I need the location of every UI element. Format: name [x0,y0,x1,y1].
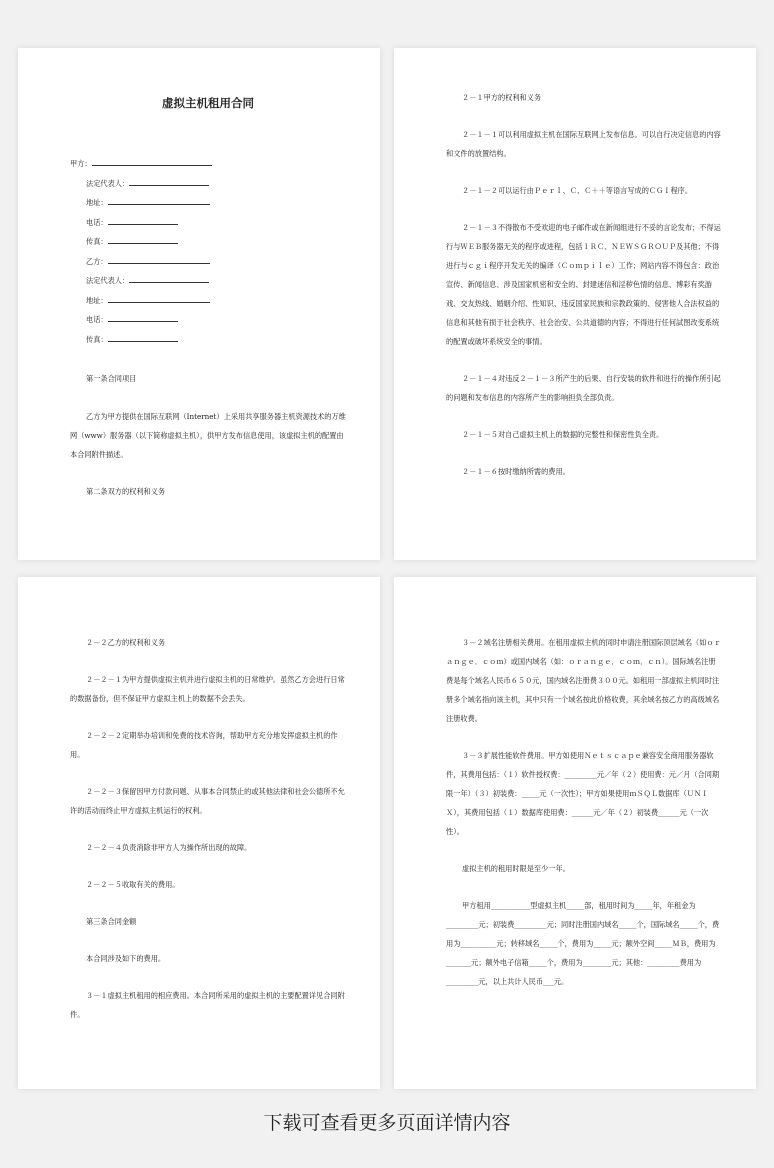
contract-paragraph: ２－２－５收取有关的费用。 [86,880,180,889]
party-fields [70,154,346,349]
contract-paragraph: ２－２－１为甲方提供虚拟主机并进行虚拟主机的日常维护。虽然乙方会进行日常的数据备份，但不保证甲方虚拟主机上的数据不会丢失。 [70,675,345,703]
party-field-label: 电话： [86,217,108,227]
party-field-label: 传真： [86,237,108,246]
page-2-content [446,88,722,481]
contract-page-3 [18,577,380,1089]
party-field-row [70,193,346,213]
fill-in-blank-line [92,158,212,166]
fill-in-blank-line [108,236,178,244]
party-field-label: 法定代表人： [86,178,130,188]
party-field-label: 甲方： [70,159,92,168]
party-field-label: 传真： [86,334,108,344]
party-field-label: 地址： [86,295,108,305]
fill-in-blank-line [108,217,178,225]
section-2-heading: 第二条双方的权利和义务 [86,486,166,496]
download-more-caption: 下载可查看更多页面详情内容 [263,1112,511,1134]
contract-paragraph: ２－１－３不得散布不受欢迎的电子邮件或在新闻组进行不妥的言论发布；不得运行与ＷＥＢ服务器无关的程序或进程，包括ＩＲＣ、ＮＥＷＳＧＲＯＵＰ及其他；不得进行与ｃｇｉ程序开发无关的编译（Ｃｏｍｐｉｌｅ）工作；网站内容不得包含：政治宣传、新闻信息、涉及国家机密和安全的、封建迷信和淫秽色情的信息、博彩有奖游戏、交友热线、婚姻介绍、性知识、违反国家民族和宗教政策的、侵害他人合法权益的信息和其他有损于社会秩序、社会治安、公共道德的内容；不得进行任何試图改变系统的配置或破坏系统安全的事情。 [446,223,721,346]
contract-paragraph: ２－１－４对违反２－１－３所产生的后果、自行安装的软件和进行的操作所引起的问题和发布信息的内容所产生的影响担负全部负责。 [446,374,721,402]
section-1-heading: 第一条合同项目 [86,374,137,383]
party-field-row [70,213,346,233]
party-field-row [70,154,346,174]
contract-paragraph: ２－２乙方的权利和义务 [86,638,166,647]
contract-paragraph: ２－２－３保留因甲方付款问题、从事本合同禁止的或其他法律和社会公德所不允许的活动而终止甲方虚拟主机运行的权利。 [70,787,345,815]
contract-paragraph: ２－２－４负责消除非甲方人为操作所出现的故障。 [86,843,252,852]
contract-page-1 [18,48,380,560]
contract-paragraph: ２－１－２可以运行由Ｐｅｒｌ、Ｃ、Ｃ＋＋等语言写成的ＣＧＩ程序。 [462,186,693,195]
party-field-label: 乙方： [86,256,108,266]
page-3-content [70,633,346,1024]
fill-in-blank-line [108,197,210,205]
party-field-row [70,330,346,350]
fill-in-blank-line [129,178,209,186]
party-field-label: 法定代表人： [86,276,130,285]
contract-page-2 [394,48,756,560]
contract-paragraph: ２－２－２定期举办培训和免费的技术咨询，帮助甲方充分地发挥虚拟主机的作用。 [70,731,338,759]
party-field-row [70,271,346,291]
contract-paragraph: ２－１甲方的权利和义务 [462,93,542,102]
contract-paragraph: 第三条合同金额 [86,917,137,926]
contract-paragraph: 甲方租用___________型虚拟主机_____部，租用时间为_____年，年租金为_________元；初装费_________元；同时注册国内域名_____个，国际域名_____个，费用为__________元；转移域名_____个，费用为_____元；额外空间_____ＭＢ，费用为_______元；额外电子信箱_____个，费用为________元；其他：_________费用为_________元，以上共计人民币___元。 [446,901,720,986]
party-field-label: 电话： [86,315,108,324]
fill-in-blank-line [108,256,210,264]
party-field-row [70,291,346,311]
contract-paragraph: ３－３扩展性能软件费用。甲方如使用Ｎｅｔｓｃａｐｅ兼容安全商用服务器软件，其费用包括：（１）软件授权费：_________元／年（２）使用费：元／月（合同期限一年）（３）初装费：_____元（一次性）；甲方如果使用ｍＳＱＬ数据库（ＵＮＩＸ），其费用包括（１）数据库使用费：______元／年（２）初装费______元（一次性）。 [446,751,720,836]
contract-paragraph: 虚拟主机的租用时限是至少一年。 [462,864,570,873]
fill-in-blank-line [129,275,209,283]
party-field-label: 地址： [86,198,108,207]
fill-in-blank-line [108,295,210,303]
contract-paragraph: 本合同涉及如下的费用。 [86,954,166,963]
party-field-row [70,252,346,272]
party-field-row [70,232,346,252]
contract-paragraph: ２－１－１可以利用虚拟主机在国际互联网上发布信息。可以自行决定信息的内容和文件的放置结构。 [446,130,721,158]
section-1-paragraph: 乙方为甲方提供在国际互联网（Internet）上采用共享服务器主机资源技术的万维网（www）服务器（以下简称虚拟主机），供甲方发布信息使用，该虚拟主机的配置由本合同附件描述。 [70,411,346,459]
page-4-content [446,633,722,991]
fill-in-blank-line [108,334,178,342]
fill-in-blank-line [108,314,178,322]
contract-title: 虚拟主机租用合同 [162,96,254,110]
party-field-row [70,174,346,194]
contract-paragraph: ２－１－５对自己虚拟主机上的数据的完整性和保密性负全责。 [462,430,664,439]
contract-page-4 [394,577,756,1089]
party-field-row [70,310,346,330]
contract-paragraph: ２－１－６按时缴纳所需的费用。 [462,467,570,476]
contract-paragraph: ３－２域名注册相关费用。在租用虚拟主机的同时申请注册国际顶层域名（如ｏｒａｎｇｅ．ｃｏｍ）或国内域名（如：ｏｒａｎｇｅ．ｃｏｍ．ｃｎ）。国际域名注册费是每个域名人民币６５０元，国内域名注册费３００元。如租用一部虚拟主机同时注册多个域名指向该主机，其中只有一个域名按此价格收费，其余域名按乙方的高级域名注册收费。 [446,638,721,723]
contract-paragraph: ３－１虚拟主机租用的相应费用。本合同所采用的虚拟主机的主要配置详见合同附件。 [70,991,345,1019]
